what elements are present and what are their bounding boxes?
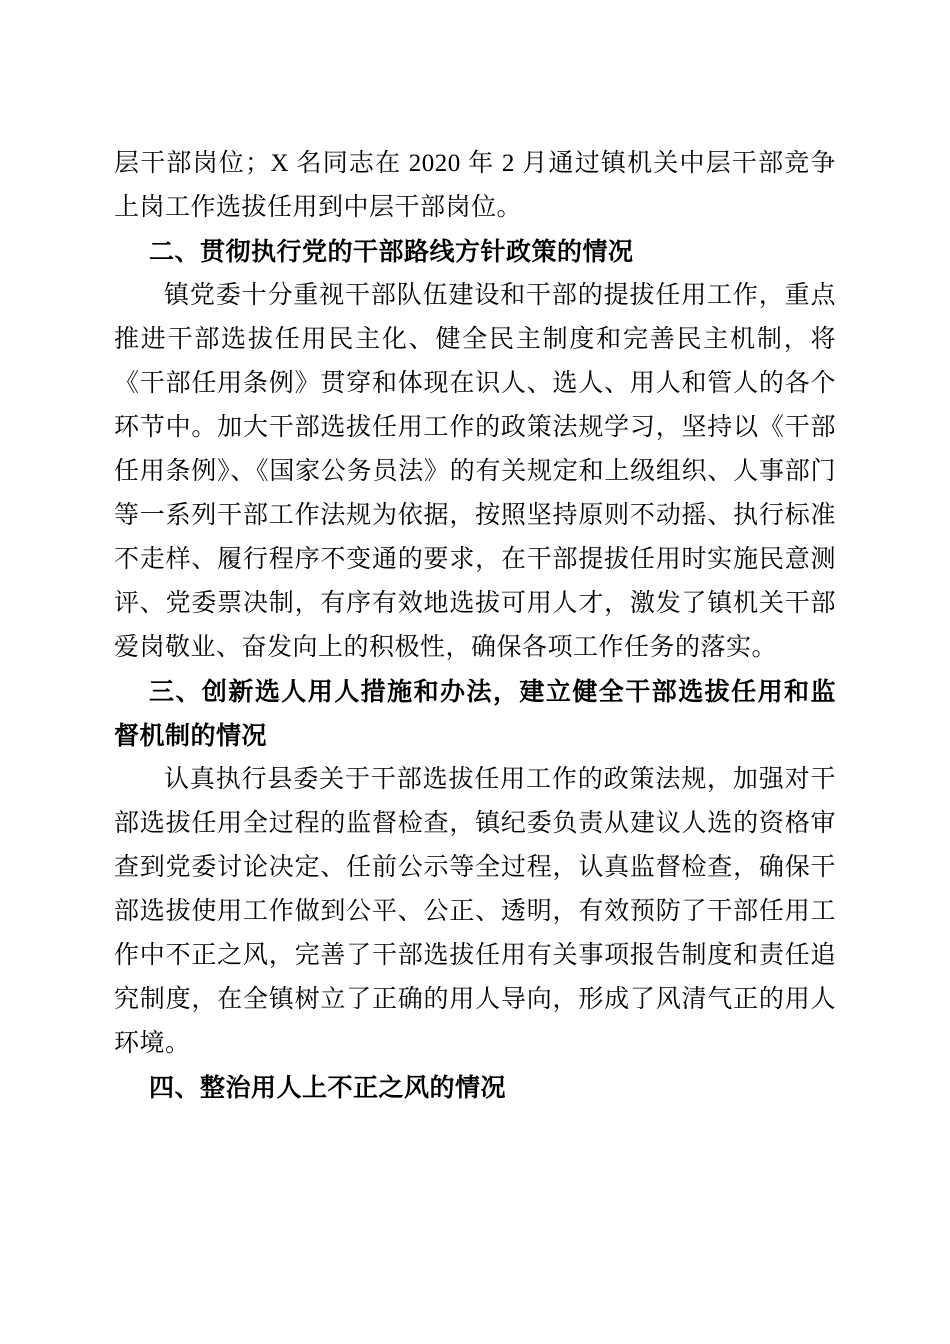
paragraph-continuation: 层干部岗位；X 名同志在 2020 年 2 月通过镇机关中层干部竞争上岗工作选拔任用到中层干部岗位。	[114, 150, 836, 221]
paragraph-section-3: 认真执行县委关于干部选拔任用工作的政策法规，加强对干部选拔任用全过程的监督检查，镇纪委负责从建议人选的资格审查到党委讨论决定、任前公示等全过程，认真监督检查，确保干部选拔使用工作做到公平、公正、透明，有效预防了干部任用工作中不正之风，完善了干部选拔任用有关事项报告制度和责任追究制度，在全镇树立了正确的用人导向，形成了风清气正的用人环境。	[114, 766, 836, 1057]
section-heading-4: 四、整治用人上不正之风的情况	[149, 1074, 507, 1102]
paragraph-section-2: 镇党委十分重视干部队伍建设和干部的提拔任用工作，重点推进干部选拔任用民主化、健全民主制度和完善民主机制，将《干部任用条例》贯穿和体现在识人、选人、用人和管人的各个环节中。加大干部选拔任用工作的政策法规学习，坚持以《干部任用条例》、《国家公务员法》的有关规定和上级组织、人事部门等一系列干部工作法规为依据，按照坚持原则不动摇、执行标准不走样、履行程序不变通的要求，在干部提拔任用时实施民意测评、党委票决制，有序有效地选拔可用人才，激发了镇机关干部爱岗敬业、奋发向上的积极性，确保各项工作任务的落实。	[114, 282, 836, 661]
section-heading-2: 二、贯彻执行党的干部路线方针政策的情况	[149, 238, 634, 266]
section-heading-3: 三、创新选人用人措施和办法，建立健全干部选拔任用和监督机制的情况	[114, 678, 836, 750]
